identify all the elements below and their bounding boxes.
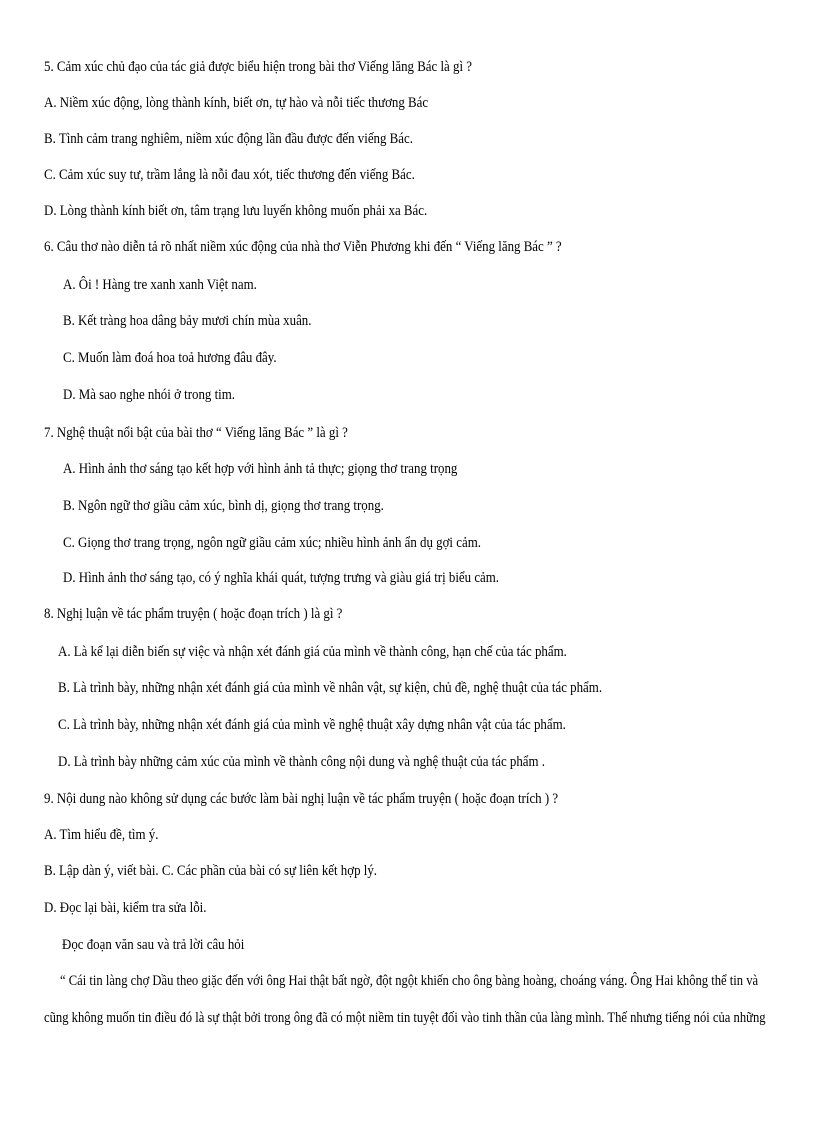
passage-line-2: cũng không muốn tin điều đó là sự thật bởi trong ông đã có một niềm tin tuyệt đối vào tinh thần của làng mình. Thế nhưng tiếng nói của những <box>44 1010 766 1026</box>
question-8-option-b: B. Là trình bày, những nhận xét đánh giá của mình về nhân vật, sự kiện, chủ đề, nghệ thuật của tác phẩm. <box>58 680 603 696</box>
question-8-option-a: A. Là kể lại diễn biến sự việc và nhận xét đánh giá của mình về thành công, hạn chế của tác phẩm. <box>58 644 567 660</box>
reading-instruction: Đọc đoạn văn sau và trả lời câu hỏi <box>62 937 245 953</box>
question-6-option-b: B. Kết tràng hoa dâng bảy mươi chín mùa xuân. <box>63 313 312 329</box>
question-7-option-b: B. Ngôn ngữ thơ giầu cảm xúc, bình dị, giọng thơ trang trọng. <box>63 498 384 514</box>
question-8-option-c: C. Là trình bày, những nhận xét đánh giá của mình về nghệ thuật xây dựng nhân vật của tác phẩm. <box>58 717 566 733</box>
question-7-stem: 7. Nghệ thuật nổi bật của bài thơ “ Viếng lăng Bác ” là gì ? <box>44 425 348 441</box>
question-5-stem: 5. Cảm xúc chủ đạo của tác giả được biểu hiện trong bài thơ Viếng lăng Bác là gì ? <box>44 59 472 75</box>
question-9-option-a: A. Tìm hiểu đề, tìm ý. <box>44 827 159 843</box>
question-5-option-b: B. Tình cảm trang nghiêm, niềm xúc động lần đầu được đến viếng Bác. <box>44 131 413 147</box>
question-6-option-d: D. Mà sao nghe nhói ở trong tim. <box>63 387 235 403</box>
question-5-option-c: C. Cảm xúc suy tư, trầm lắng là nỗi đau xót, tiếc thương đến viếng Bác. <box>44 167 415 183</box>
question-8-stem: 8. Nghị luận về tác phẩm truyện ( hoặc đoạn trích ) là gì ? <box>44 606 343 622</box>
question-6-option-c: C. Muốn làm đoá hoa toả hương đâu đây. <box>63 350 277 366</box>
question-5-option-d: D. Lòng thành kính biết ơn, tâm trạng lưu luyến không muốn phải xa Bác. <box>44 203 428 219</box>
question-7-option-d: D. Hình ảnh thơ sáng tạo, có ý nghĩa khái quát, tượng trưng và giàu giá trị biểu cảm. <box>63 570 500 586</box>
passage-line-1: “ Cái tin làng chợ Dầu theo giặc đến với ông Hai thật bất ngờ, đột ngột khiến cho ông bàng hoàng, choáng váng. Ông Hai không thể tin và <box>60 973 759 989</box>
question-9-stem: 9. Nội dung nào không sử dụng các bước làm bài nghị luận về tác phẩm truyện ( hoặc đoạn trích ) ? <box>44 791 559 807</box>
question-5-option-a: A. Niềm xúc động, lòng thành kính, biết ơn, tự hào và nỗi tiếc thương Bác <box>44 95 429 111</box>
question-7-option-a: A. Hình ảnh thơ sáng tạo kết hợp với hình ảnh tả thực; giọng thơ trang trọng <box>63 461 458 477</box>
question-6-option-a: A. Ôi ! Hàng tre xanh xanh Việt nam. <box>63 277 257 293</box>
question-8-option-d: D. Là trình bày những cảm xúc của mình về thành công nội dung và nghệ thuật của tác phẩm . <box>58 754 546 770</box>
question-9-option-d: D. Đọc lại bài, kiểm tra sửa lỗi. <box>44 900 207 916</box>
question-7-option-c: C. Giọng thơ trang trọng, ngôn ngữ giầu cảm xúc; nhiều hình ảnh ẩn dụ gợi cảm. <box>63 535 481 551</box>
question-9-option-b-c: B. Lập dàn ý, viết bài. C. Các phần của bài có sự liên kết hợp lý. <box>44 863 378 879</box>
question-6-stem: 6. Câu thơ nào diễn tả rõ nhất niềm xúc động của nhà thơ Viễn Phương khi đến “ Viếng lăng Bác ” ? <box>44 239 562 255</box>
